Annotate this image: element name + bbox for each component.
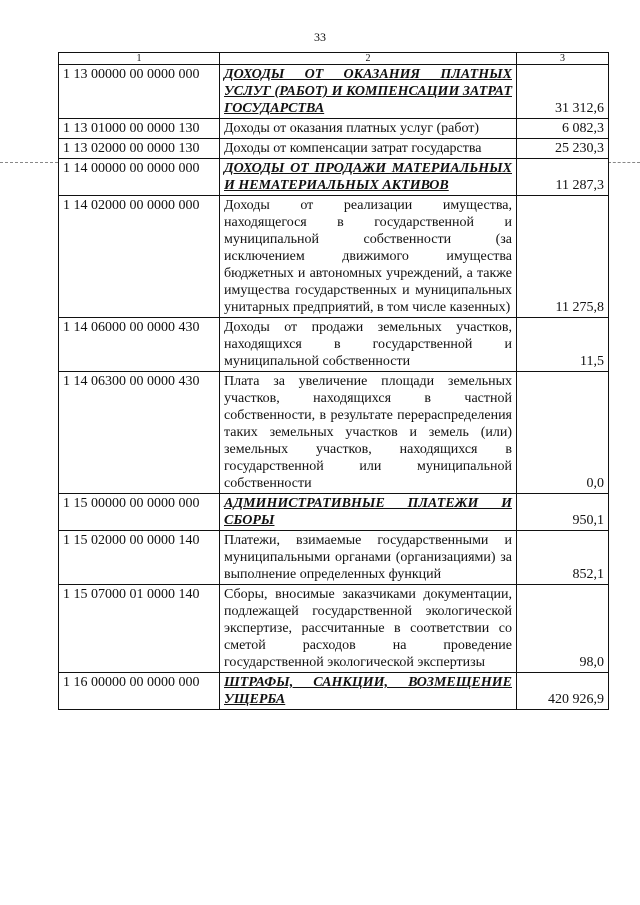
code-cell: 1 15 07000 01 0000 140	[59, 585, 220, 673]
amount-cell: 420 926,9	[517, 673, 609, 710]
table-row	[59, 531, 609, 585]
code-cell: 1 14 06300 00 0000 430	[59, 372, 220, 494]
name-cell: Плата за увеличение площади земельных участков, находящихся в частной собственности, в результате перераспределения таких земельных участков и земель (или) земельных участков, находящихся в государственной или муниципальной собственности	[220, 372, 517, 494]
amount-cell: 98,0	[517, 585, 609, 673]
table-row	[59, 119, 609, 139]
code-cell: 1 15 00000 00 0000 000	[59, 494, 220, 531]
amount-cell: 31 312,6	[517, 65, 609, 119]
code-cell: 1 13 02000 00 0000 130	[59, 139, 220, 159]
name-cell: Платежи, взимаемые государственными и муниципальными органами (организациями) за выполнение определенных функций	[220, 531, 517, 585]
revenue-table	[58, 52, 609, 710]
amount-cell: 0,0	[517, 372, 609, 494]
table-row	[59, 585, 609, 673]
column-number-row	[59, 53, 609, 65]
name-cell: Доходы от оказания платных услуг (работ)	[220, 119, 517, 139]
fold-line-left	[0, 162, 58, 163]
column-number-3: 3	[517, 53, 609, 65]
name-cell: Доходы от реализации имущества, находящегося в государственной и муниципальной собственности (за исключением движимого имущества бюджетных и автономных учреждений, а также имущества государственных и муниципальных унитарных предприятий, в том числе казенных)	[220, 196, 517, 318]
amount-cell: 852,1	[517, 531, 609, 585]
name-cell: ДОХОДЫ ОТ ОКАЗАНИЯ ПЛАТНЫХ УСЛУГ (РАБОТ) И КОМПЕНСАЦИИ ЗАТРАТ ГОСУДАРСТВА	[220, 65, 517, 119]
code-cell: 1 14 00000 00 0000 000	[59, 159, 220, 196]
code-cell: 1 14 06000 00 0000 430	[59, 318, 220, 372]
table-row	[59, 139, 609, 159]
name-cell: ШТРАФЫ, САНКЦИИ, ВОЗМЕЩЕНИЕ УЩЕРБА	[220, 673, 517, 710]
amount-cell: 11,5	[517, 318, 609, 372]
table-row	[59, 318, 609, 372]
page-number: 33	[314, 30, 326, 44]
code-cell: 1 15 02000 00 0000 140	[59, 531, 220, 585]
code-cell: 1 13 01000 00 0000 130	[59, 119, 220, 139]
amount-cell: 25 230,3	[517, 139, 609, 159]
name-cell: Доходы от продажи земельных участков, находящихся в государственной и муниципальной собственности	[220, 318, 517, 372]
code-cell: 1 16 00000 00 0000 000	[59, 673, 220, 710]
table-row	[59, 494, 609, 531]
table-row	[59, 196, 609, 318]
amount-cell: 950,1	[517, 494, 609, 531]
table-row	[59, 159, 609, 196]
name-cell: ДОХОДЫ ОТ ПРОДАЖИ МАТЕРИАЛЬНЫХ И НЕМАТЕРИАЛЬНЫХ АКТИВОВ	[220, 159, 517, 196]
name-cell: Сборы, вносимые заказчиками документации, подлежащей государственной экологической экспертизе, рассчитанные в соответствии со сметой расходов на проведение государственной экологической экспертизы	[220, 585, 517, 673]
amount-cell: 11 275,8	[517, 196, 609, 318]
code-cell: 1 13 00000 00 0000 000	[59, 65, 220, 119]
amount-cell: 11 287,3	[517, 159, 609, 196]
name-cell: Доходы от компенсации затрат государства	[220, 139, 517, 159]
table-row	[59, 673, 609, 710]
name-cell: АДМИНИСТРАТИВНЫЕ ПЛАТЕЖИ И СБОРЫ	[220, 494, 517, 531]
table-row	[59, 65, 609, 119]
code-cell: 1 14 02000 00 0000 000	[59, 196, 220, 318]
fold-line-right	[608, 162, 640, 163]
table-body	[59, 53, 609, 710]
column-number-1: 1	[59, 53, 220, 65]
column-number-2: 2	[220, 53, 517, 65]
table-row	[59, 372, 609, 494]
amount-cell: 6 082,3	[517, 119, 609, 139]
